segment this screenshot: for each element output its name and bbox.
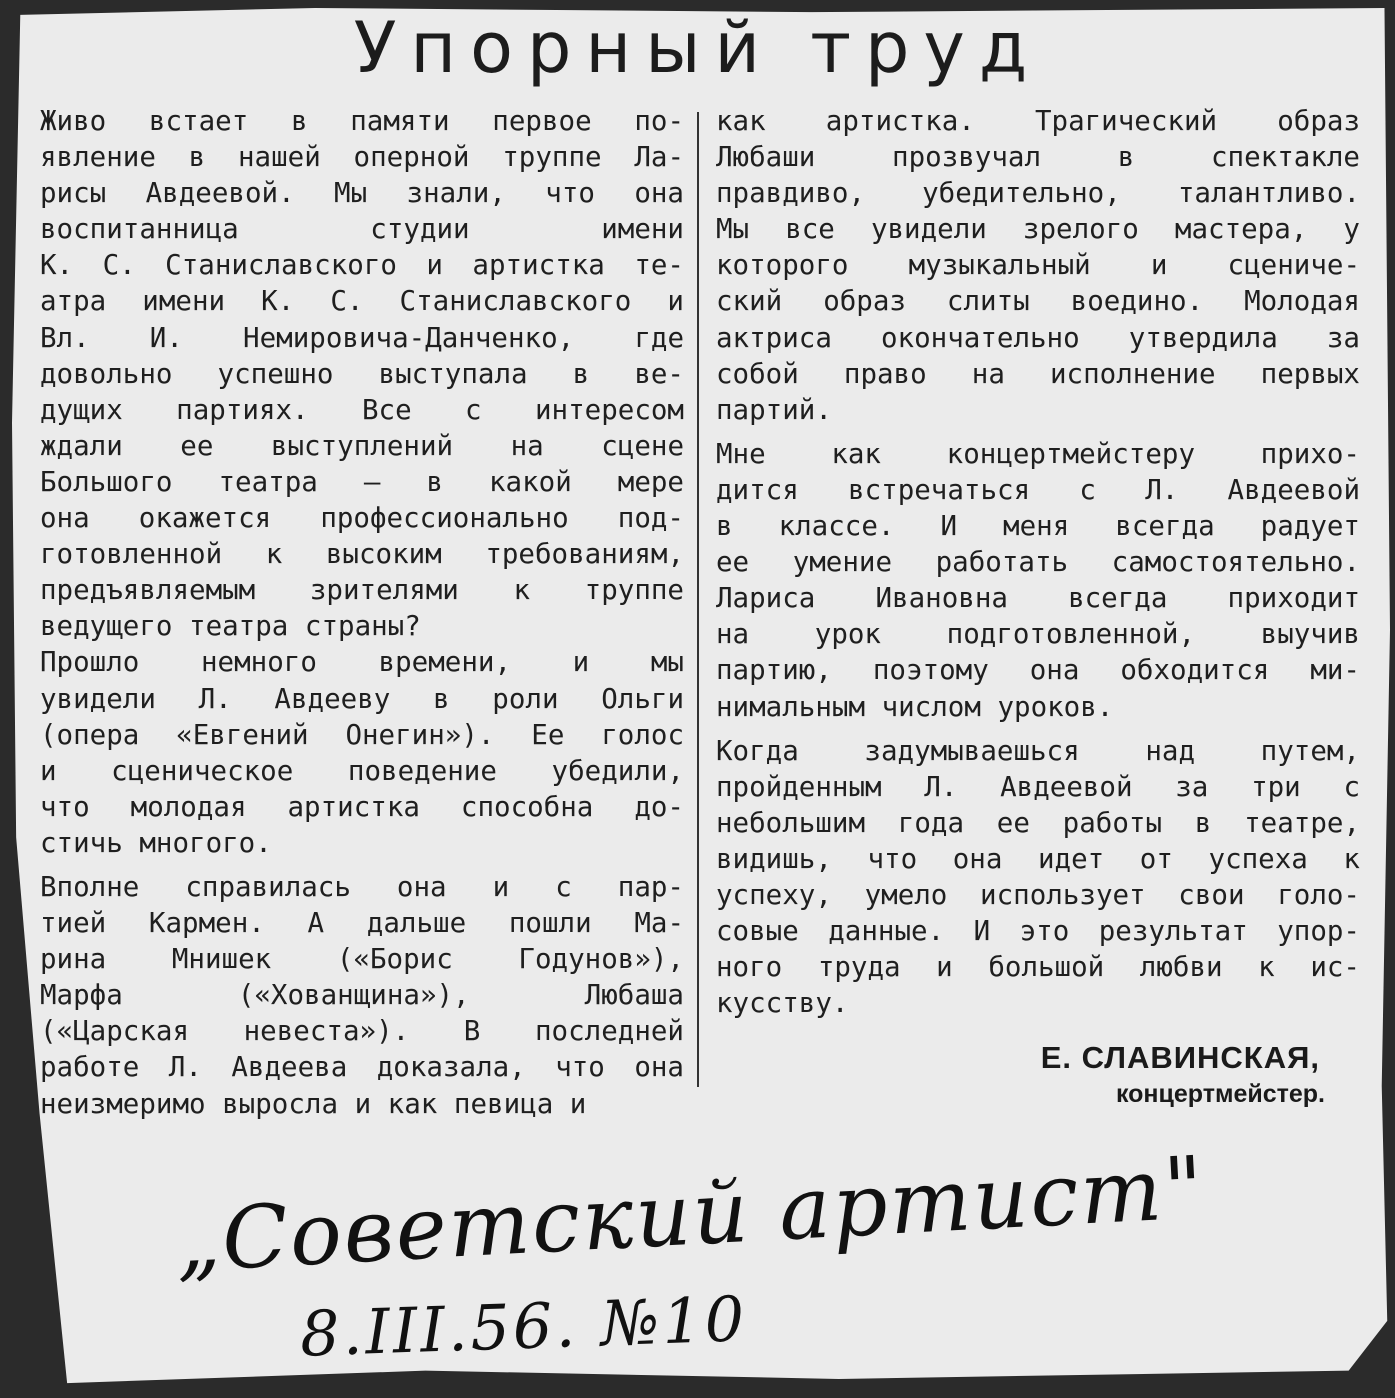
article-line: довольно успешно выступала в ве-: [40, 357, 684, 390]
article-line: дущих партиях. Все с интересом: [40, 393, 684, 426]
article-line: увидели Л. Авдееву в роли Ольги: [40, 682, 684, 715]
article-line: Мне как концертмейстеру прихо-: [716, 437, 1360, 470]
article-line: ее умение работать самостоятельно.: [716, 546, 1360, 579]
article-line: работе Л. Авдеева доказала, что она: [40, 1051, 684, 1084]
article-line: партий.: [716, 393, 832, 426]
article-line: К. С. Станиславского и артистка те-: [40, 249, 684, 282]
article-line: Мы все увидели зрелого мастера, у: [716, 213, 1360, 246]
article-line: совые данные. И это результат упор-: [716, 915, 1360, 948]
article-line: на урок подготовленной, выучив: [716, 618, 1360, 651]
article-line: Живо встает в памяти первое по-: [40, 105, 684, 137]
column-divider: [697, 112, 699, 1087]
author-role: концертмейстер.: [1115, 1080, 1325, 1108]
article-line: Вполне справилась она и с пар-: [40, 870, 684, 903]
article-line: ного труда и большой любви к ис-: [716, 951, 1360, 984]
article-line: Любаши прозвучал в спектакле: [716, 141, 1360, 174]
article-line: Большого театра — в какой мере: [40, 465, 684, 498]
article-line: стичь многого.: [40, 826, 272, 859]
article-line: дится встречаться с Л. Авдеевой: [716, 473, 1360, 506]
author-signature: Е. СЛАВИНСКАЯ,: [1040, 1040, 1320, 1075]
article-line: актриса окончательно утвердила за: [716, 321, 1360, 354]
article-line: она окажется профессионально под-: [40, 502, 684, 535]
article-line: кусству.: [716, 987, 849, 1020]
article-column-right: [716, 103, 1360, 1021]
article-line: рисы Авдеевой. Мы знали, что она: [40, 177, 684, 210]
article-line: неизмеримо выросла и как певица и: [40, 1087, 587, 1120]
article-line: Когда задумываешься над путем,: [716, 734, 1360, 767]
article-line: успеху, умело использует свои голо-: [716, 878, 1360, 911]
article-line: («Царская невеста»). В последней: [40, 1015, 684, 1048]
article-line: воспитанница студии имени: [40, 213, 684, 246]
handwritten-date-note: 8.III.56. №10: [298, 1282, 749, 1371]
article-line: Лариса Ивановна всегда приходит: [716, 582, 1360, 615]
article-line: Марфа («Хованщина»), Любаша: [40, 979, 684, 1012]
article-line: которого музыкальный и сцениче-: [716, 249, 1360, 282]
article-line: ведущего театра страны?: [40, 610, 421, 643]
article-line: предъявляемым зрителями к труппе: [40, 574, 684, 607]
article-line: как артистка. Трагический образ: [716, 105, 1360, 137]
article-line: тией Кармен. А дальше пошли Ма-: [40, 907, 684, 940]
handwritten-source-note: „Советский артист": [173, 1138, 1208, 1292]
article-line: Вл. И. Немировича-Данченко, где: [40, 321, 684, 354]
article-line: пройденным Л. Авдеевой за три с: [716, 770, 1360, 803]
article-line: готовленной к высоким требованиям,: [40, 538, 684, 571]
article-line: рина Мнишек («Борис Годунов»),: [40, 943, 684, 976]
article-line: партию, поэтому она обходится ми-: [716, 654, 1360, 687]
article-line: правдиво, убедительно, талантливо.: [716, 177, 1360, 210]
article-line: видишь, что она идет от успеха к: [716, 842, 1360, 875]
article-line: явление в нашей оперной труппе Ла-: [40, 141, 684, 174]
article-line: Прошло немного времени, и мы: [40, 646, 684, 679]
article-line: (опера «Евгений Онегин»). Ее голос: [40, 718, 684, 751]
article-line: и сценическое поведение убедили,: [40, 754, 684, 787]
article-line: ский образ слиты воедино. Молодая: [716, 285, 1360, 318]
article-line: собой право на исполнение первых: [716, 357, 1360, 390]
article-line: нимальным числом уроков.: [716, 690, 1114, 723]
headline: Упорный труд: [353, 7, 1042, 89]
article-line: в классе. И меня всегда радует: [716, 510, 1360, 543]
article-column-left: [40, 103, 684, 1122]
article-line: ждали ее выступлений на сцене: [40, 429, 684, 462]
article-line: атра имени К. С. Станиславского и: [40, 285, 684, 318]
article-line: небольшим года ее работы в театре,: [716, 806, 1360, 839]
article-line: что молодая артистка способна до-: [40, 790, 684, 823]
